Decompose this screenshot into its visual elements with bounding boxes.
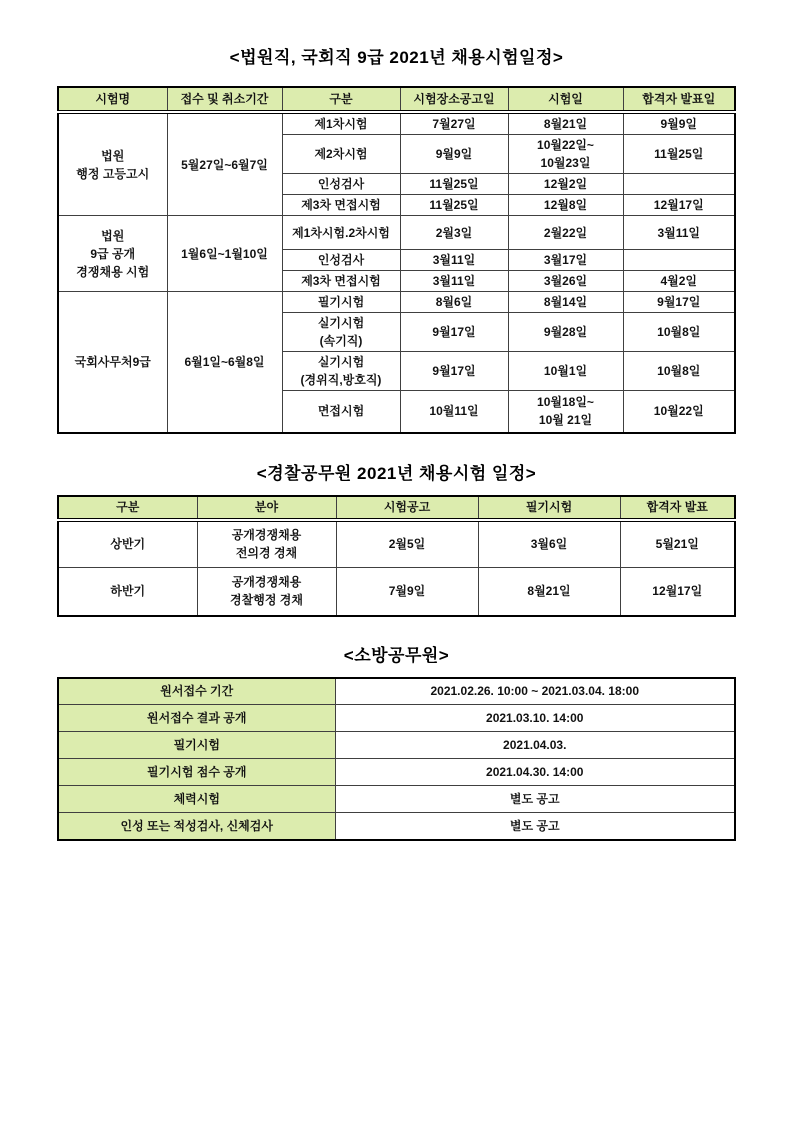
table-cell: 면접시험 [282,391,400,433]
table-cell: 3월26일 [508,271,623,292]
table-row [58,678,735,705]
table-cell: 법원 9급 공개 경쟁채용 시험 [58,216,167,292]
table-cell: 8월14일 [508,292,623,313]
court-exam-title: <법원직, 국회직 9급 2021년 채용시험일정> [229,48,564,67]
table-cell: 상반기 [58,520,197,568]
table-cell: 1월6일~1월10일 [167,216,282,292]
table-cell: 제1차시험 [282,112,400,135]
table-cell: 9월28일 [508,313,623,352]
table-cell: 필기시험 [282,292,400,313]
table-cell: 9월17일 [623,292,735,313]
table-cell: 제1차시험.2차시험 [282,216,400,250]
police-exam-title: <경찰공무원 2021년 채용시험 일정> [256,463,537,483]
table-cell [623,250,735,271]
police-exam-table [57,495,736,617]
column-header: 시험명 [58,87,167,112]
table-row [58,216,735,250]
table-row [58,292,735,313]
table-cell: 3월6일 [478,520,620,568]
table-cell: 8월6일 [400,292,508,313]
table-cell: 인성검사 [282,174,400,195]
table-cell: 실기시험 (경위직,방호직) [282,352,400,391]
table-cell: 10월8일 [623,352,735,391]
table-cell: 2021.03.10. 14:00 [335,705,735,732]
column-header: 합격자 발표 [620,496,735,520]
table-row [58,759,735,786]
table-cell: 8월21일 [478,568,620,616]
table-cell: 11월25일 [623,135,735,174]
table-cell [623,174,735,195]
table-cell: 공개경쟁채용 경찰행정 경채 [197,568,336,616]
column-header: 합격자 발표일 [623,87,735,112]
column-header: 구분 [282,87,400,112]
table-cell: 하반기 [58,568,197,616]
column-header: 시험장소공고일 [400,87,508,112]
column-header: 접수 및 취소기간 [167,87,282,112]
table-cell: 제2차시험 [282,135,400,174]
table-cell: 제3차 면접시험 [282,195,400,216]
table-cell: 국회사무처9급 [58,292,167,433]
table-cell: 9월9일 [400,135,508,174]
table-row [58,112,735,135]
table-cell: 12월8일 [508,195,623,216]
table-cell: 공개경쟁채용 전의경 경채 [197,520,336,568]
table-cell: 9월9일 [623,112,735,135]
table-cell: 2021.02.26. 10:00 ~ 2021.03.04. 18:00 [335,678,735,705]
row-header-cell: 필기시험 [58,732,335,759]
table-cell: 10월11일 [400,391,508,433]
row-header-cell: 필기시험 점수 공개 [58,759,335,786]
table-cell: 6월1일~6월8일 [167,292,282,433]
table-cell: 별도 공고 [335,786,735,813]
row-header-cell: 원서접수 결과 공개 [58,705,335,732]
table-cell: 12월2일 [508,174,623,195]
table-cell: 9월17일 [400,313,508,352]
table-cell: 8월21일 [508,112,623,135]
row-header-cell: 인성 또는 적성검사, 신체검사 [58,813,335,840]
table-cell: 10월8일 [623,313,735,352]
column-header: 구분 [58,496,197,520]
table-cell: 7월9일 [336,568,478,616]
table-cell: 제3차 면접시험 [282,271,400,292]
table-cell: 12월17일 [623,195,735,216]
table-cell: 법원 행정 고등고시 [58,112,167,216]
table-cell: 2월22일 [508,216,623,250]
table-cell: 2021.04.30. 14:00 [335,759,735,786]
table-cell: 3월11일 [400,250,508,271]
table-cell: 11월25일 [400,174,508,195]
table-cell: 12월17일 [620,568,735,616]
table-cell: 2021.04.03. [335,732,735,759]
table-cell: 5월27일~6월7일 [167,112,282,216]
table-cell: 10월1일 [508,352,623,391]
table-cell: 7월27일 [400,112,508,135]
table-cell: 인성검사 [282,250,400,271]
table-cell: 별도 공고 [335,813,735,840]
table-cell: 3월17일 [508,250,623,271]
table-cell: 2월3일 [400,216,508,250]
table-row [58,813,735,840]
table-cell: 3월11일 [400,271,508,292]
table-cell: 10월18일~ 10월 21일 [508,391,623,433]
court-exam-table [57,86,736,434]
table-row [58,520,735,568]
table-cell: 9월17일 [400,352,508,391]
table-row [58,732,735,759]
table-cell: 5월21일 [620,520,735,568]
table-row [58,568,735,616]
column-header: 필기시험 [478,496,620,520]
row-header-cell: 체력시험 [58,786,335,813]
table-cell: 3월11일 [623,216,735,250]
column-header: 시험일 [508,87,623,112]
table-cell: 10월22일 [623,391,735,433]
table-cell: 4월2일 [623,271,735,292]
fire-exam-title: <소방공무원> [343,645,450,665]
table-row [58,786,735,813]
row-header-cell: 원서접수 기간 [58,678,335,705]
table-cell: 실기시험 (속기직) [282,313,400,352]
column-header: 시험공고 [336,496,478,520]
table-row [58,705,735,732]
table-cell: 11월25일 [400,195,508,216]
column-header: 분야 [197,496,336,520]
table-cell: 10월22일~ 10월23일 [508,135,623,174]
fire-exam-table [57,677,736,841]
table-cell: 2월5일 [336,520,478,568]
